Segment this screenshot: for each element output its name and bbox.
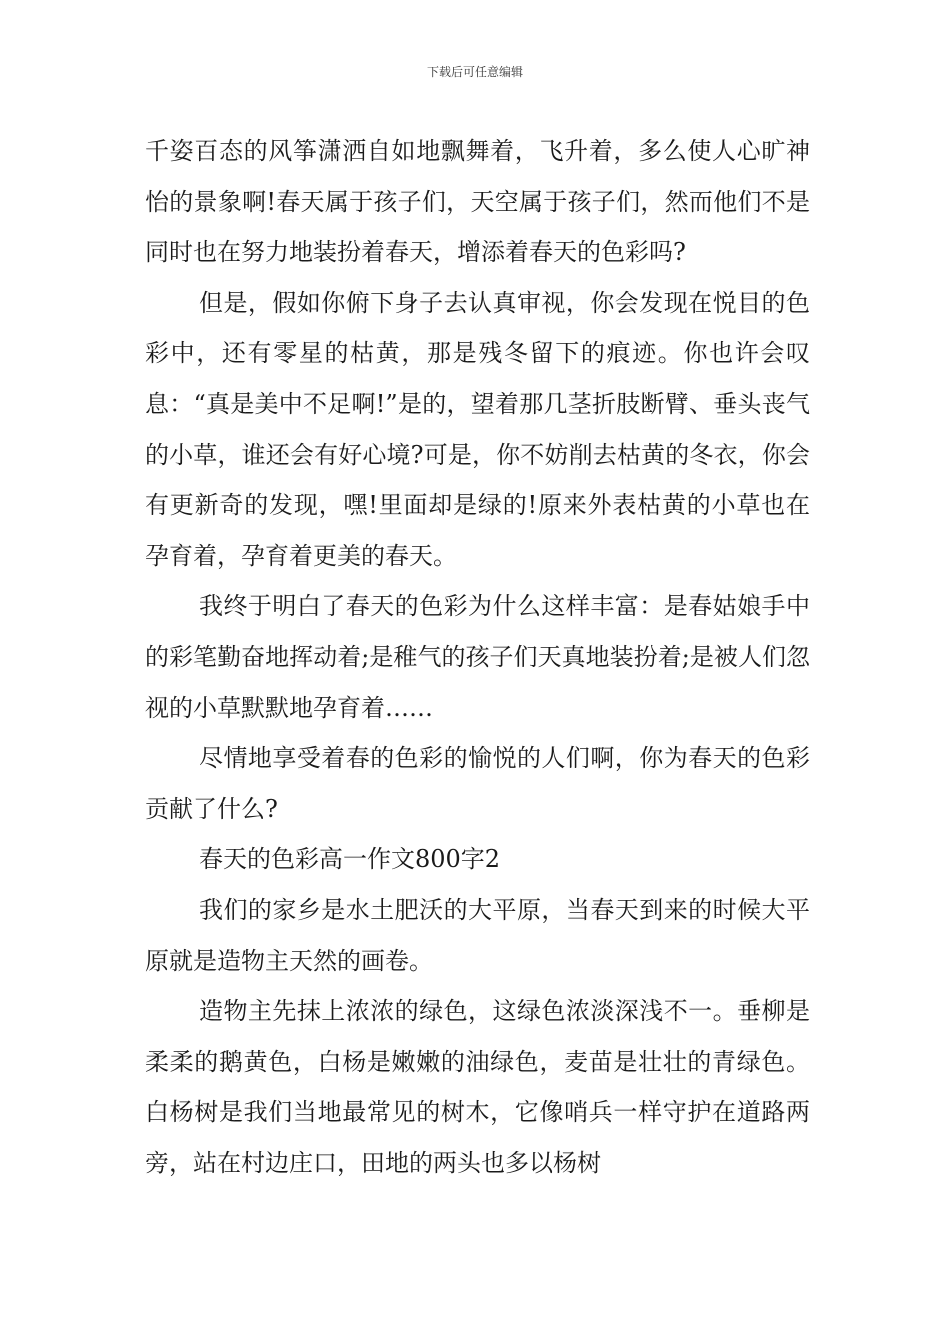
paragraph: 造物主先抹上浓浓的绿色，这绿色浓淡深浅不一。垂柳是柔柔的鹅黄色，白杨是嫩嫩的油绿色，麦苗是壮壮的青绿色。白杨树是我们当地最常见的树木，它像哨兵一样守护在道路两旁，站在村边庄口，田地的两头也多以杨树 — [145, 997, 810, 1177]
paragraph: 我终于明白了春天的色彩为什么这样丰富：是春姑娘手中的彩笔勤奋地挥动着;是稚气的孩子们天真地装扮着;是被人们忽视的小草默默地孕育着…… — [145, 592, 810, 722]
paragraph-continued: 千姿百态的风筝潇洒自如地飘舞着，飞升着，多么使人心旷神怡的景象啊!春天属于孩子们，天空属于孩子们，然而他们不是同时也在努力地装扮着春天，增添着春天的色彩吗? — [145, 137, 810, 267]
page-header: 下载后可任意编辑 — [426, 65, 523, 79]
section-title: 春天的色彩高一作文800字2 — [199, 845, 501, 874]
paragraph: 我们的家乡是水土肥沃的大平原，当春天到来的时候大平原就是造物主天然的画卷。 — [145, 895, 810, 975]
document-body — [145, 126, 810, 1188]
paragraph: 但是，假如你俯下身子去认真审视，你会发现在悦目的色彩中，还有零星的枯黄，那是残冬留下的痕迹。你也许会叹息：“真是美中不足啊!”是的，望着那几茎折肢断臂、垂头丧气的小草，谁还会有好心境?可是，你不妨削去枯黄的冬衣，你会有更新奇的发现，嘿!里面却是绿的!原来外表枯黄的小草也在孕育着，孕育着更美的春天。 — [145, 288, 810, 570]
paragraph: 尽情地享受着春的色彩的愉悦的人们啊，你为春天的色彩贡献了什么? — [145, 744, 810, 823]
